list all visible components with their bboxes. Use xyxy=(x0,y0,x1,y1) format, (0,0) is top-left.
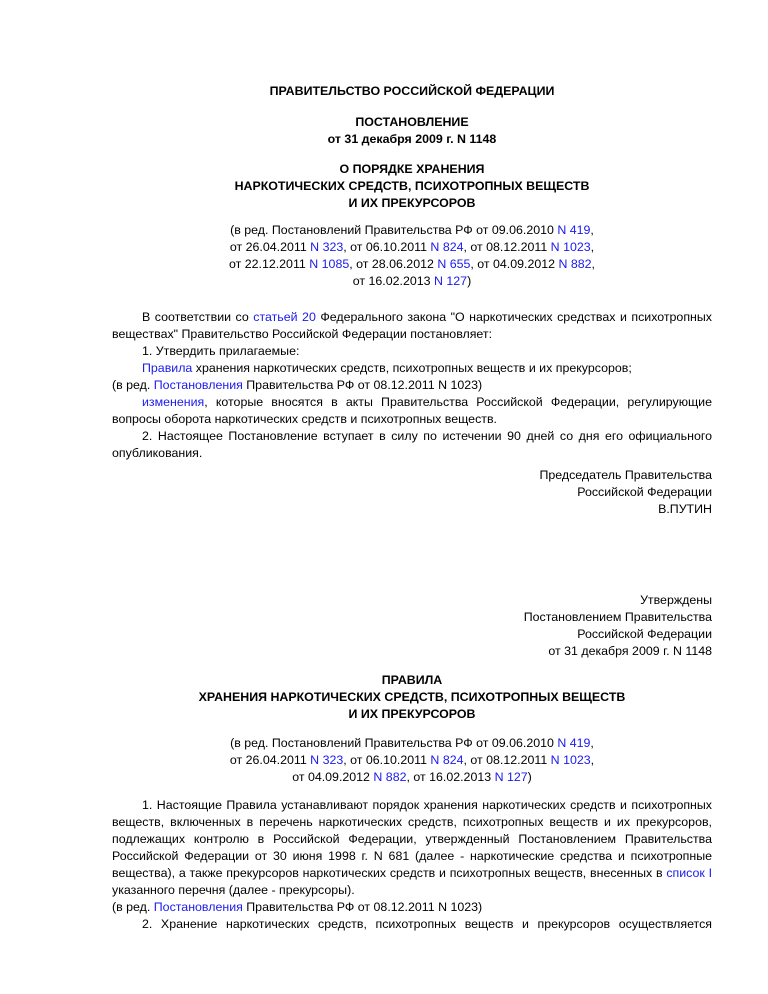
decree-heading xyxy=(112,114,712,148)
rules-editions-note xyxy=(112,735,712,786)
rules-item-2: 2. Хранение наркотических средств, психотропных веществ и прекурсоров осуществляется xyxy=(142,917,712,931)
link-list-1[interactable]: список I xyxy=(666,866,713,880)
editions-text: , xyxy=(590,240,595,254)
rules-title-line-1: ПРАВИЛА xyxy=(381,673,443,687)
decree-title-line-1: О ПОРЯДКЕ ХРАНЕНИЯ xyxy=(339,162,485,176)
editions-text: ) xyxy=(527,770,532,784)
decree-date-number: от 31 декабря 2009 г. N 1148 xyxy=(327,132,497,146)
rules-item-1 xyxy=(112,797,712,899)
editions-text: от 26.04.2011 xyxy=(229,240,311,254)
editions-text: , xyxy=(590,736,594,750)
link-decree[interactable]: Постановления xyxy=(153,378,243,392)
editions-text: , от 08.12.2011 xyxy=(463,753,551,767)
editions-text: (в ред. Постановлений Правительства РФ от 09.06.2010 xyxy=(230,736,558,750)
paragraph-text: Федерального закона "О наркотических средствах и психотропных веществах" Правительство Российской Федерации постановляет: xyxy=(112,310,712,341)
rules-title xyxy=(112,672,712,723)
link-n1085[interactable]: N 1085 xyxy=(309,257,350,271)
link-n655[interactable]: N 655 xyxy=(437,257,471,271)
paragraph-text: , которые вносятся в акты Правительства Российской Федерации, регулирующие вопросы оборота наркотических средств и психотропных веществ. xyxy=(112,395,712,426)
link-n127[interactable]: N 127 xyxy=(433,274,468,288)
editions-text: от 22.12.2011 xyxy=(228,257,310,271)
rules-editions-line-2 xyxy=(112,752,712,769)
link-n1023[interactable]: N 1023 xyxy=(550,753,591,767)
editions-text: , от 28.06.2012 xyxy=(349,257,438,271)
rules-editions-line-1 xyxy=(112,735,712,752)
decree-title xyxy=(112,161,712,212)
edition-note xyxy=(112,377,712,394)
editions-text: , от 16.02.2013 xyxy=(406,770,495,784)
editions-line-3 xyxy=(112,256,712,273)
approval-line-1: Утверждены xyxy=(640,593,712,607)
approval-line-3: Российской Федерации xyxy=(577,627,712,641)
editions-text: от 04.09.2012 xyxy=(292,770,374,784)
changes-item xyxy=(112,394,712,428)
editions-line-4 xyxy=(112,273,712,290)
decree-title-line-2: НАРКОТИЧЕСКИХ СРЕДСТВ, ПСИХОТРОПНЫХ ВЕЩЕСТВ xyxy=(234,179,590,193)
link-n127[interactable]: N 127 xyxy=(494,770,528,784)
link-n1023[interactable]: N 1023 xyxy=(550,240,591,254)
signature-block xyxy=(112,467,712,518)
editions-text: , xyxy=(590,223,594,237)
rules-body xyxy=(112,797,712,933)
rules-editions-line-3 xyxy=(112,769,712,786)
link-n419[interactable]: N 419 xyxy=(557,736,591,750)
editions-text: от 26.04.2011 xyxy=(229,753,311,767)
government-heading: ПРАВИТЕЛЬСТВО РОССИЙСКОЙ ФЕДЕРАЦИИ xyxy=(269,84,555,98)
editions-text: ) xyxy=(467,274,472,288)
editions-line-1 xyxy=(112,222,712,239)
decree-body xyxy=(112,309,712,462)
link-n323[interactable]: N 323 xyxy=(310,240,344,254)
editions-text: , от 06.10.2011 xyxy=(343,753,431,767)
editions-line-2 xyxy=(112,239,712,256)
link-decree[interactable]: Постановления xyxy=(153,900,243,914)
link-changes[interactable]: изменения xyxy=(142,395,205,409)
paragraph-text: хранения наркотических средств, психотропных веществ и их прекурсоров; xyxy=(192,361,632,375)
link-n824[interactable]: N 824 xyxy=(430,240,464,254)
decree-title-line-3: И ИХ ПРЕКУРСОРОВ xyxy=(348,196,476,210)
signature-name: В.ПУТИН xyxy=(658,502,712,516)
item-2: 2. Настоящее Постановление вступает в силу по истечении 90 дней со дня его официального опубликования. xyxy=(112,429,712,460)
rules-title-line-2: ХРАНЕНИЯ НАРКОТИЧЕСКИХ СРЕДСТВ, ПСИХОТРОПНЫХ ВЕЩЕСТВ xyxy=(198,690,626,704)
link-rules[interactable]: Правила xyxy=(142,361,193,375)
paragraph-text: (в ред. xyxy=(112,900,154,914)
paragraph-text: (в ред. xyxy=(112,378,154,392)
approval-line-4: от 31 декабря 2009 г. N 1148 xyxy=(548,644,712,658)
editions-text: от 16.02.2013 xyxy=(352,274,434,288)
signature-line-2: Российской Федерации xyxy=(577,485,712,499)
editions-text: , от 04.09.2012 xyxy=(470,257,559,271)
paragraph-text: 1. Настоящие Правила устанавливают порядок хранения наркотических средств и психотропных веществ, включенных в перечень наркотических средств, психотропных веществ и их прекурсоров, подлежащих контролю в Российской Федерации, утвержденный Постановлением Правительства Российской Федерации от 30 июня 1998 г. N 681 (далее - наркотические средства и психотропные вещества), а также прекурсоров наркотических средств и психотропных веществ, внесенных в xyxy=(112,798,712,880)
rules-item xyxy=(112,360,712,377)
link-n419[interactable]: N 419 xyxy=(557,223,591,237)
link-n882[interactable]: N 882 xyxy=(373,770,407,784)
editions-text: , от 08.12.2011 xyxy=(463,240,551,254)
editions-text: , от 06.10.2011 xyxy=(343,240,431,254)
preamble-paragraph xyxy=(112,309,712,343)
paragraph-text: В соответствии со xyxy=(142,310,254,324)
decree-type: ПОСТАНОВЛЕНИЕ xyxy=(355,115,469,129)
paragraph-text: Правительства РФ от 08.12.2011 N 1023) xyxy=(242,378,483,392)
item-1: 1. Утвердить прилагаемые: xyxy=(142,344,300,358)
link-article-20[interactable]: статьей 20 xyxy=(253,310,316,324)
signature-line-1: Председатель Правительства xyxy=(539,468,712,482)
editions-text: (в ред. Постановлений Правительства РФ от 09.06.2010 xyxy=(230,223,558,237)
approval-block xyxy=(112,592,712,660)
link-n882[interactable]: N 882 xyxy=(558,257,592,271)
editions-note xyxy=(112,222,712,290)
editions-text: , xyxy=(591,257,595,271)
link-n323[interactable]: N 323 xyxy=(310,753,344,767)
approval-line-2: Постановлением Правительства xyxy=(523,610,712,624)
editions-text: , xyxy=(590,753,595,767)
link-n824[interactable]: N 824 xyxy=(430,753,464,767)
rules-edition-note xyxy=(112,899,712,916)
paragraph-text: Правительства РФ от 08.12.2011 N 1023) xyxy=(242,900,483,914)
paragraph-text: указанного перечня (далее - прекурсоры). xyxy=(112,883,355,897)
rules-title-line-3: И ИХ ПРЕКУРСОРОВ xyxy=(348,707,476,721)
